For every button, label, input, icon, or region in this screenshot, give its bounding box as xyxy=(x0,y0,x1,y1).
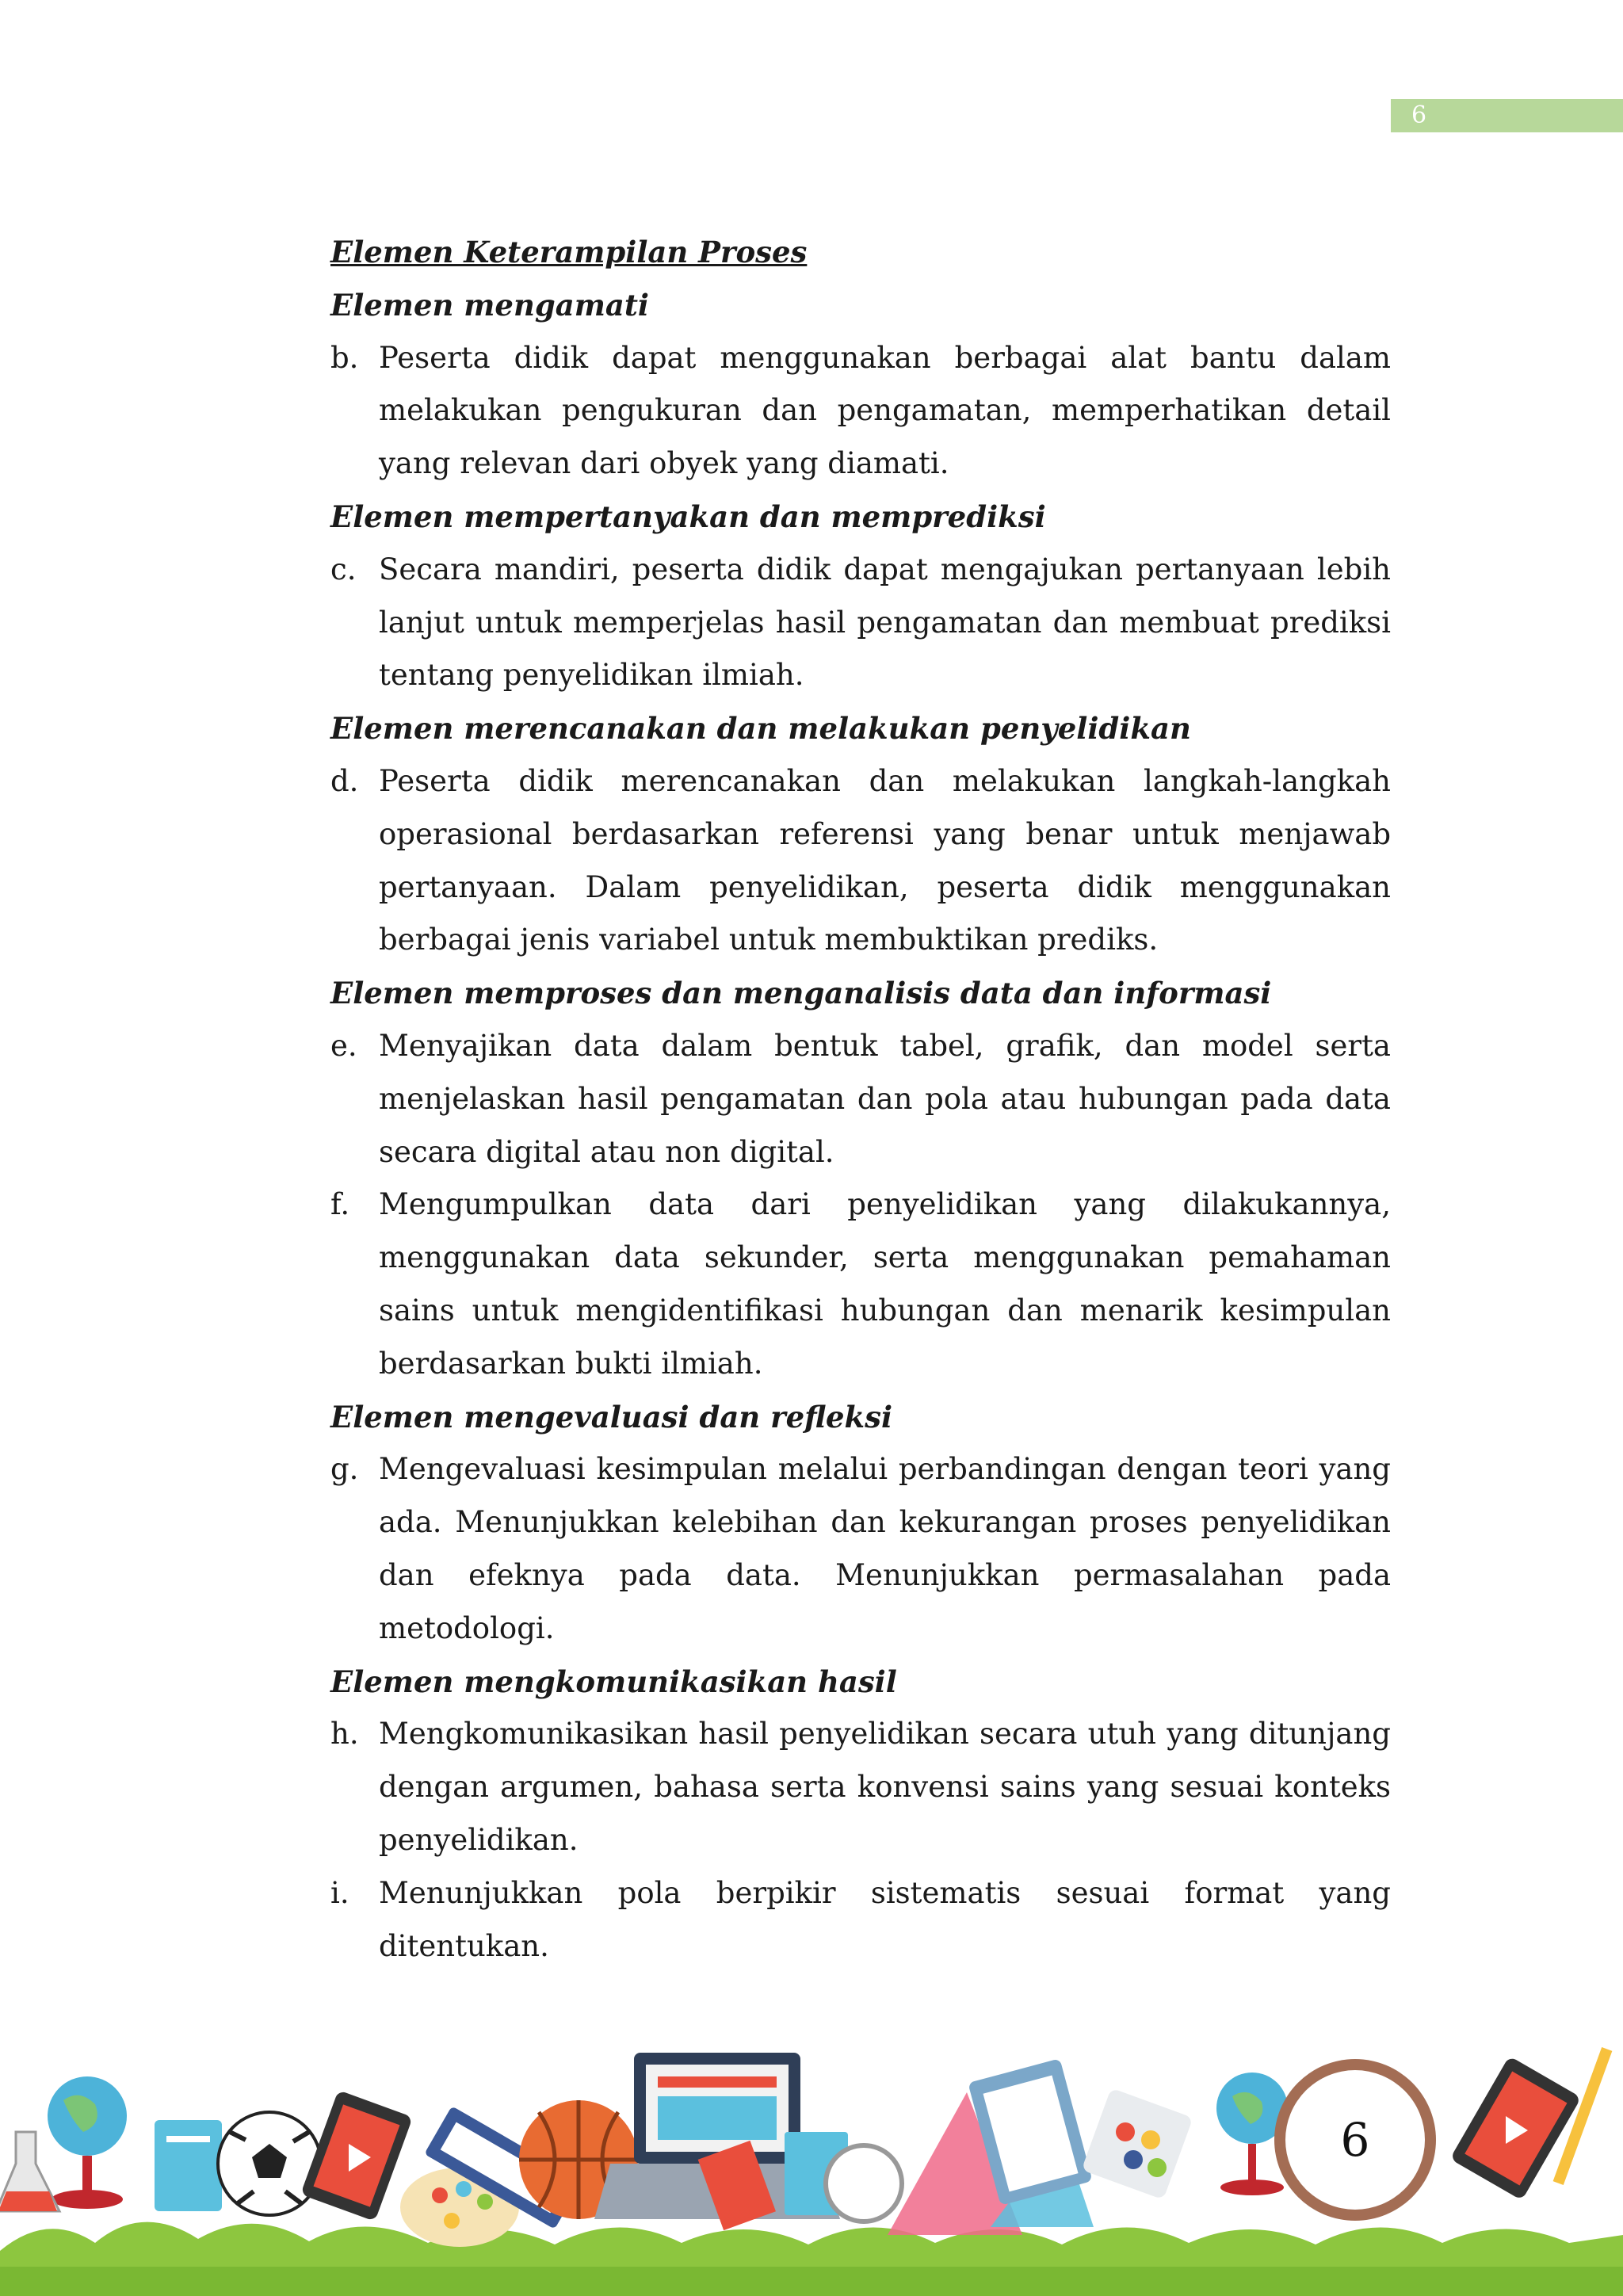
element-heading: Elemen memproses dan menganalisis data dan informasi xyxy=(330,976,1272,1011)
item-letter: d. xyxy=(330,763,359,798)
notebook-icon xyxy=(155,2120,222,2211)
item-letter: i. xyxy=(330,1875,349,1910)
section-title: Elemen Keterampilan Proses xyxy=(330,235,808,269)
list-item xyxy=(330,332,1391,491)
item-text: Peserta didik dapat menggunakan berbagai alat bantu dalam melakukan pengukuran dan pengamatan, memperhatikan detail yang relevan dari obyek yang diamati. xyxy=(379,340,1391,481)
element-heading: Elemen mengamati xyxy=(330,287,649,323)
element-heading: Elemen merencanakan dan melakukan penyelidikan xyxy=(330,711,1191,747)
list-item xyxy=(330,755,1391,967)
item-text: Menyajikan data dalam bentuk tabel, grafik, dan model serta menjelaskan hasil pengamatan dan pola atau hubungan pada data secara digital atau non digital. xyxy=(379,1028,1391,1169)
soccer-ball-icon xyxy=(218,2112,321,2215)
item-letter: g. xyxy=(330,1452,359,1487)
item-text: Mengevaluasi kesimpulan melalui perbandingan dengan teori yang ada. Menunjukkan kelebihan dan kekurangan proses penyelidikan dan efeknya pada data. Menunjukkan permasalahan pada metodologi. xyxy=(379,1452,1391,1645)
item-text: Mengkomunikasikan hasil penyelidikan secara utuh yang ditunjang dengan argumen, bahasa serta konvensi sains yang sesuai konteks penyelidikan. xyxy=(379,1717,1391,1857)
list-item xyxy=(330,1708,1391,1866)
list-item xyxy=(330,1443,1391,1655)
page-number-tab: 6 xyxy=(1391,99,1623,132)
stopwatch-icon xyxy=(826,2145,902,2222)
paint-set-icon xyxy=(1082,2088,1193,2200)
flask-icon xyxy=(0,2132,59,2211)
list-item xyxy=(330,544,1391,702)
element-heading: Elemen mengevaluasi dan refleksi xyxy=(330,1399,893,1435)
document-body xyxy=(330,226,1391,1973)
tablet-icon xyxy=(300,2090,413,2222)
item-letter: b. xyxy=(330,340,359,375)
item-letter: h. xyxy=(330,1717,359,1752)
item-letter: f. xyxy=(330,1187,350,1222)
element-heading: Elemen mengkomunikasikan hasil xyxy=(330,1664,897,1699)
list-item xyxy=(330,1179,1391,1390)
item-letter: e. xyxy=(330,1028,357,1063)
footer-page-number: 6 xyxy=(1340,2113,1370,2167)
element-heading: Elemen mempertanyakan dan memprediksi xyxy=(330,499,1046,534)
item-text: Mengumpulkan data dari penyelidikan yang dilakukannya, menggunakan data sekunder, serta menggunakan pemahaman sains untuk mengidentifikasi hubungan dan menarik kesimpulan berdasarkan bukti ilmiah. xyxy=(379,1187,1391,1381)
globe-icon xyxy=(48,2076,127,2209)
item-letter: c. xyxy=(330,552,357,586)
item-text: Peserta didik merencanakan dan melakukan langkah-langkah operasional berdasarkan referensi yang benar untuk menjawab pertanyaan. Dalam penyelidikan, peserta didik menggunakan berbagai jenis variabel untuk membuktikan prediks. xyxy=(379,763,1391,957)
list-item xyxy=(330,1867,1391,1973)
list-item xyxy=(330,1020,1391,1179)
item-text: Menunjukkan pola berpikir sistematis sesuai format yang ditentukan. xyxy=(379,1875,1391,1963)
item-text: Secara mandiri, peserta didik dapat mengajukan pertanyaan lebih lanjut untuk memperjelas hasil pengamatan dan membuat prediksi tentang penyelidikan ilmiah. xyxy=(379,552,1391,693)
